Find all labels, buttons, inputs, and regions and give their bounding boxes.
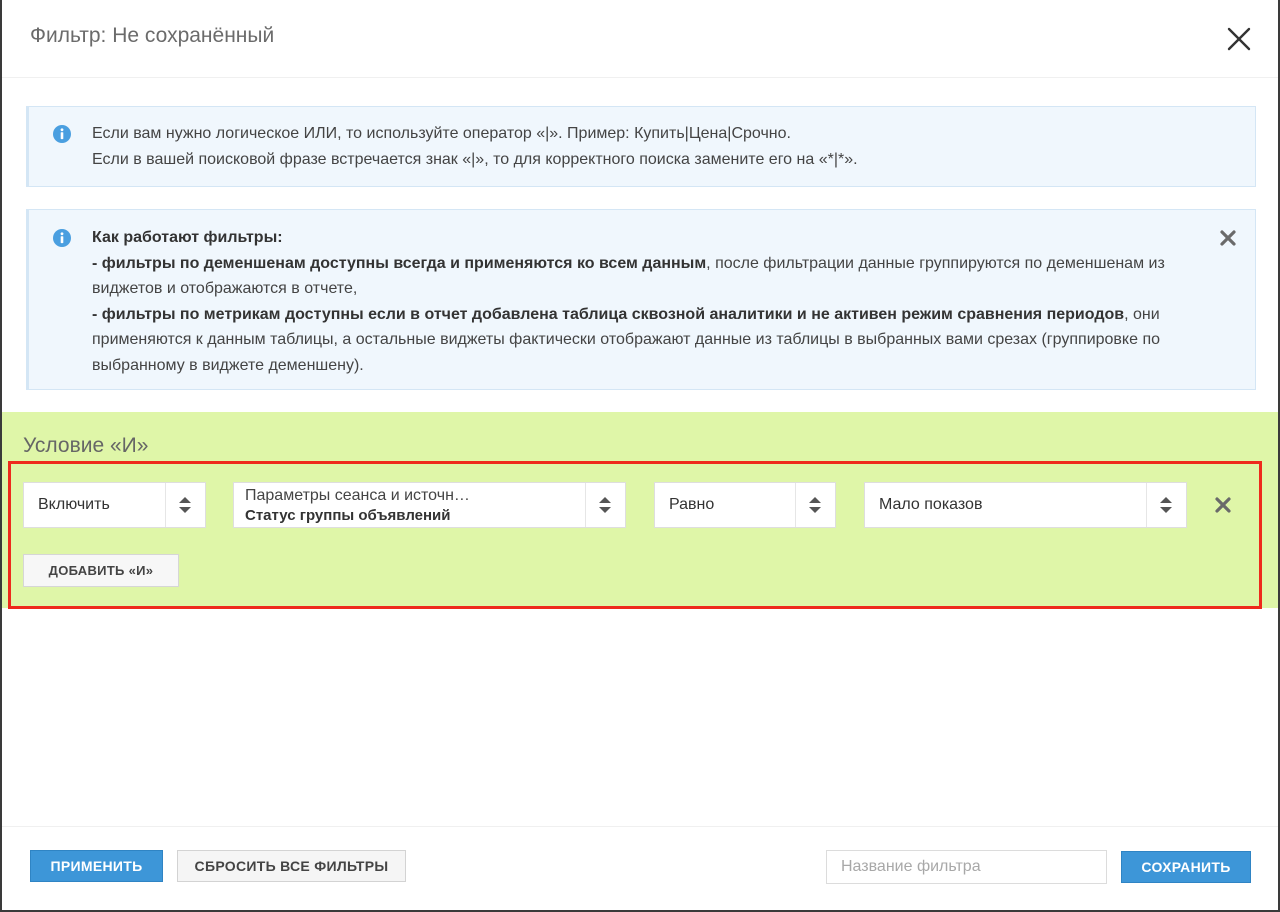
operator-select-arrows bbox=[795, 483, 835, 527]
add-and-button[interactable]: ДОБАВИТЬ «И» bbox=[23, 554, 179, 587]
sort-arrows-icon bbox=[179, 497, 191, 513]
save-button[interactable]: СОХРАНИТЬ bbox=[1121, 851, 1251, 883]
info-how-dimensions-bold: - фильтры по деменшенам доступны всегда и применяются ко всем данным bbox=[92, 254, 707, 272]
sort-arrows-icon bbox=[1160, 497, 1172, 513]
value-select[interactable] bbox=[864, 482, 1187, 528]
value-select-arrows bbox=[1146, 483, 1186, 527]
modal-header bbox=[2, 0, 1278, 78]
operator-select[interactable] bbox=[654, 482, 836, 528]
info-how-filters-work bbox=[26, 209, 1256, 390]
parameter-group-label: Параметры сеанса и источн… bbox=[245, 487, 470, 504]
info-dismiss-button[interactable] bbox=[1219, 229, 1237, 247]
info-how-metrics-rest: , они применяются к данным таблицы, а остальные виджеты фактически отображают данные из таблицы в выбранных вами срезах (группировке по выбранному в виджете деменшену). bbox=[92, 305, 1161, 374]
info-tip-line-2: Если в вашей поисковой фразе встречается знак «|», то для корректного поиска замените его на «*|*». bbox=[92, 150, 858, 168]
parameter-select[interactable] bbox=[233, 482, 626, 528]
include-select[interactable] bbox=[23, 482, 206, 528]
info-how-metrics-bold: - фильтры по метрикам доступны если в отчет добавлена таблица сквозной аналитики и не активен режим сравнения периодов bbox=[92, 305, 1125, 323]
close-button[interactable] bbox=[1224, 24, 1254, 54]
sort-arrows-icon bbox=[809, 497, 821, 513]
modal-footer bbox=[2, 826, 1278, 910]
modal-title: Фильтр: Не сохранённый bbox=[30, 24, 275, 47]
sort-arrows-icon bbox=[599, 497, 611, 513]
x-mark-icon bbox=[1214, 496, 1232, 514]
include-select-arrows bbox=[165, 483, 205, 527]
info-tip-text bbox=[92, 121, 1195, 172]
include-select-value: Включить bbox=[38, 496, 110, 513]
info-how-text bbox=[92, 225, 1195, 378]
x-mark-icon bbox=[1219, 229, 1237, 247]
apply-button[interactable]: ПРИМЕНИТЬ bbox=[30, 850, 163, 882]
parameter-value-label: Статус группы объявлений bbox=[245, 507, 451, 524]
info-how-dimensions-rest: , после фильтрации данные группируются по деменшенам из виджетов и отображаются в отчете, bbox=[92, 254, 1165, 297]
condition-panel bbox=[2, 412, 1278, 608]
condition-title: Условие «И» bbox=[23, 434, 149, 457]
info-tip-line-1: Если вам нужно логическое ИЛИ, то используйте оператор «|». Пример: Купить|Цена|Срочно. bbox=[92, 125, 791, 142]
info-icon bbox=[53, 125, 71, 143]
parameter-select-arrows bbox=[585, 483, 625, 527]
close-icon bbox=[1224, 24, 1254, 54]
info-how-title: Как работают фильтры: bbox=[92, 229, 283, 246]
operator-select-value: Равно bbox=[669, 496, 715, 513]
reset-all-filters-button[interactable]: СБРОСИТЬ ВСЕ ФИЛЬТРЫ bbox=[177, 850, 406, 882]
filter-modal bbox=[2, 0, 1278, 910]
filter-name-input[interactable] bbox=[826, 850, 1107, 884]
info-icon bbox=[53, 229, 71, 247]
remove-condition-button[interactable] bbox=[1214, 496, 1232, 514]
value-select-value: Мало показов bbox=[879, 496, 983, 513]
info-tip-or-operator bbox=[26, 106, 1256, 187]
